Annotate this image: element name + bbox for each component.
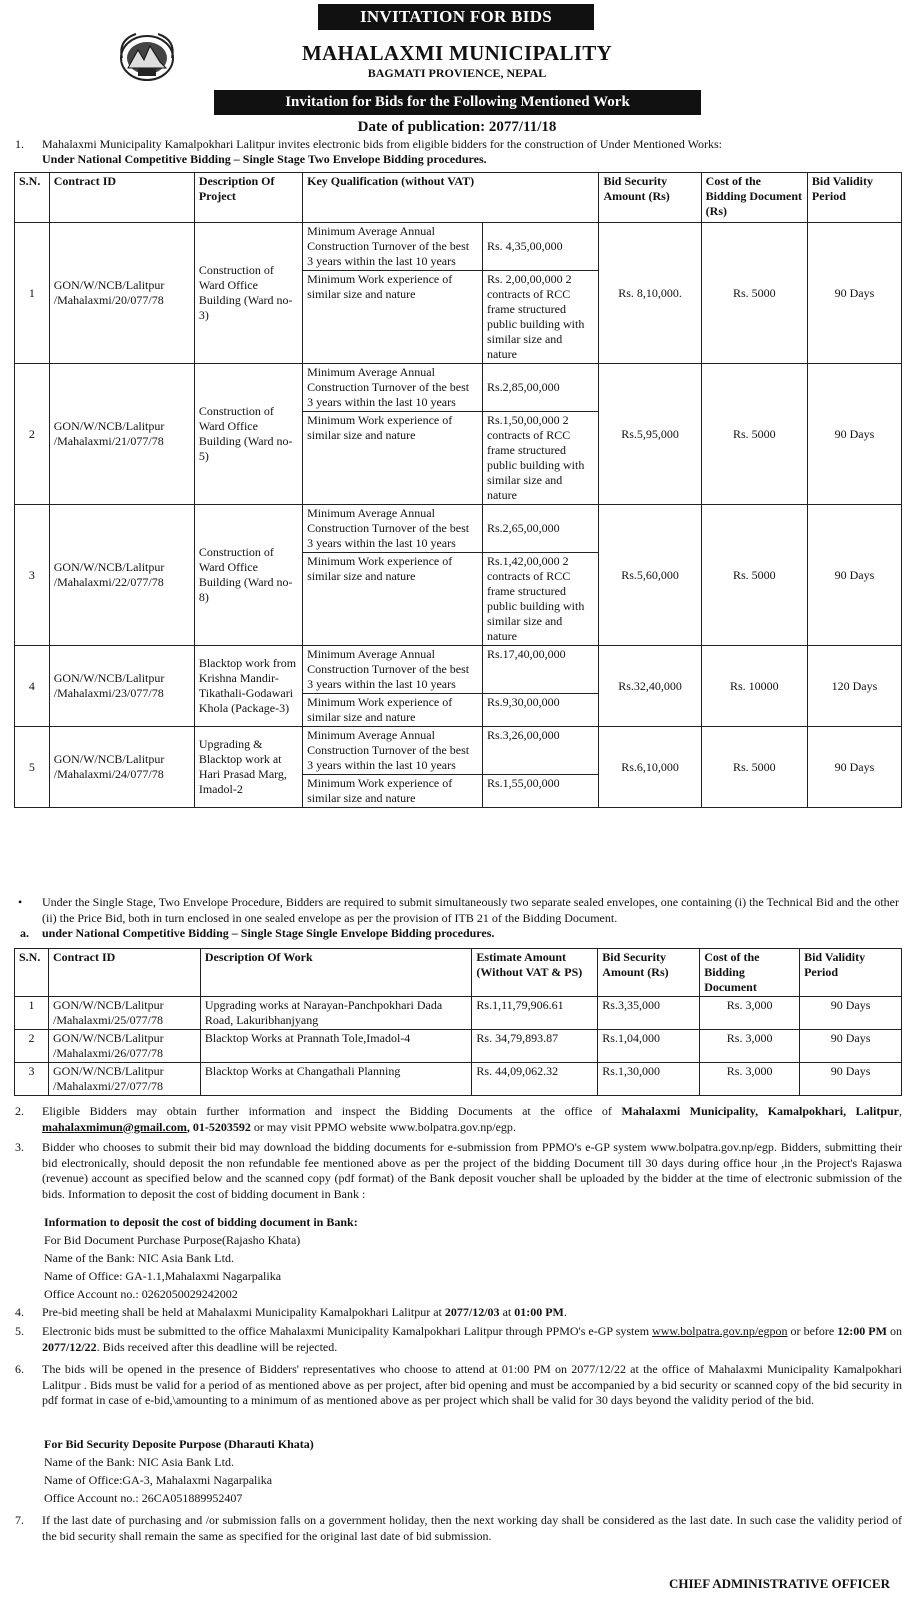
cell-bid-security: Rs.1,30,000	[598, 1063, 700, 1096]
para-2-text: Eligible Bidders may obtain further information and inspect the Bidding Documents at the office of Mahalaxmi Municipality, Kamalpokhari, Lalitpur, mahalaxmimun@gmail.com, 01-5203592 or may visit PPMO website www.bolpatra.gov.np/egp.	[42, 1104, 902, 1134]
table-row	[15, 1030, 902, 1063]
municipality-title: MAHALAXMI MUNICIPALITY	[301, 41, 613, 65]
header-validity: Bid Validity Period	[807, 173, 901, 223]
para-number: 4.	[15, 1305, 24, 1319]
section-a-title: under National Competitive Bidding – Single Stage Single Envelope Bidding procedures.	[42, 926, 495, 940]
cell-qualification-experience: Minimum Work experience of similar size and nature	[303, 694, 483, 727]
cell-cost: Rs. 5000	[701, 223, 807, 364]
para-number: 6.	[15, 1362, 24, 1376]
cell-turnover-value: Rs.3,26,00,000	[482, 727, 598, 775]
cell-bid-security: Rs.1,04,000	[598, 1030, 700, 1063]
para-5-text: Electronic bids must be submitted to the office Mahalaxmi Municipality Kamalpokhari Lalitpur through PPMO's e-GP system www.bolpatra.gov.np/egpon or before 12:00 PM on 2077/12/22. Bids received after this deadline will be rejected.	[42, 1324, 903, 1354]
cell-contract-id: GON/W/NCB/Lalitpur /Mahalaxmi/27/077/78	[48, 1063, 200, 1096]
para-number: 7.	[15, 1513, 24, 1527]
cell-validity: 90 Days	[807, 223, 901, 364]
para-3-text: Bidder who chooses to submit their bid may download the bidding documents for e-submission from PPMO's e-GP system www.bolpatra.gov.np/egp. Bidders, submitting their bid electronically, should deposit the non refundable fee mentioned above as per the project of the bidding Document till 30 days during office hour ,in the Project's Rajaswa (revenue) account as specified below and the scanned copy (pdf format) of the Bank deposit voucher shall be uploaded by the bidder at the time of electronic submission of the bids. Information to deposit the cost of bidding document in Bank :	[42, 1140, 902, 1201]
cell-qualification-turnover: Minimum Average Annual Construction Turnover of the best 3 years within the last 10 years	[303, 364, 483, 412]
cell-description: Blacktop Works at Prannath Tole,Imadol-4	[200, 1030, 472, 1063]
cell-experience-value: Rs.1,42,00,000 2 contracts of RCC frame structured public building with similar size and nature	[482, 553, 598, 646]
cell-sn: 1	[15, 223, 50, 364]
cell-sn: 1	[15, 997, 49, 1030]
header-description: Description Of Project	[194, 173, 302, 223]
cell-validity: 90 Days	[807, 727, 901, 808]
bank-info-line: Name of the Bank: NIC Asia Bank Ltd.	[44, 1251, 234, 1265]
egp-link[interactable]: www.bolpatra.gov.np/egpon	[652, 1324, 788, 1338]
bank-info-line: Name of Office:GA-3, Mahalaxmi Nagarpalika	[44, 1473, 273, 1487]
cell-turnover-value: Rs.2,85,00,000	[482, 364, 598, 412]
cell-estimate: Rs. 34,79,893.87	[472, 1030, 598, 1063]
cell-bid-security: Rs.5,95,000	[599, 364, 701, 505]
security-deposit-title: For Bid Security Deposite Purpose (Dharauti Khata)	[44, 1437, 314, 1451]
header-bid-security: Bid Security Amount (Rs)	[599, 173, 701, 223]
cell-qualification-turnover: Minimum Average Annual Construction Turnover of the best 3 years within the last 10 years	[303, 727, 483, 775]
notice-subtitle-bar: Invitation for Bids for the Following Mentioned Work	[214, 90, 701, 115]
cell-turnover-value: Rs.2,65,00,000	[482, 505, 598, 553]
cell-experience-value: Rs.9,30,00,000	[482, 694, 598, 727]
intro-procedure: Under National Competitive Bidding – Single Stage Two Envelope Bidding procedures.	[42, 152, 487, 166]
table-header-row	[15, 949, 902, 997]
intro-text: Mahalaxmi Municipality Kamalpokhari Lalitpur invites electronic bids from eligible bidders for the construction of Under Mentioned Works:	[42, 137, 722, 151]
signature-title: CHIEF ADMINISTRATIVE OFFICER	[668, 1576, 890, 1591]
cell-qualification-experience: Minimum Work experience of similar size and nature	[303, 553, 483, 646]
cell-qualification-experience: Minimum Work experience of similar size and nature	[303, 412, 483, 505]
cell-turnover-value: Rs. 4,35,00,000	[482, 223, 598, 271]
para-4-text: Pre-bid meeting shall be held at Mahalaxmi Municipality Kamalpokhari Lalitpur at 2077/12/03 at 01:00 PM.	[42, 1305, 567, 1319]
table-header-row	[15, 173, 902, 223]
bank-info-line: For Bid Document Purchase Purpose(Rajasho Khata)	[44, 1233, 301, 1247]
cell-contract-id: GON/W/NCB/Lalitpur /Mahalaxmi/26/077/78	[48, 1030, 200, 1063]
cell-validity: 90 Days	[800, 1030, 902, 1063]
cell-qualification-turnover: Minimum Average Annual Construction Turnover of the best 3 years within the last 10 years	[303, 505, 483, 553]
para-number: 1.	[15, 137, 24, 151]
invitation-banner: INVITATION FOR BIDS	[318, 4, 594, 30]
cell-validity: 90 Days	[800, 1063, 902, 1096]
header-estimate: Estimate Amount (Without VAT & PS)	[472, 949, 598, 997]
cell-cost: Rs. 3,000	[700, 997, 800, 1030]
cell-sn: 2	[15, 1030, 49, 1063]
para-number: 2.	[15, 1104, 24, 1118]
cell-turnover-value: Rs.17,40,00,000	[482, 646, 598, 694]
cell-description: Construction of Ward Office Building (Ward no-5)	[194, 364, 302, 505]
cell-cost: Rs. 3,000	[700, 1063, 800, 1096]
cell-bid-security: Rs.5,60,000	[599, 505, 701, 646]
header-contract-id: Contract ID	[48, 949, 200, 997]
cell-validity: 90 Days	[807, 364, 901, 505]
cell-bid-security: Rs.32,40,000	[599, 646, 701, 727]
cell-sn: 4	[15, 646, 50, 727]
bank-info-line: Office Account no.: 0262050029242002	[44, 1287, 238, 1301]
cell-contract-id: GON/W/NCB/Lalitpur /Mahalaxmi/22/077/78	[49, 505, 194, 646]
table-row	[15, 364, 902, 412]
publication-date: Date of publication: 2077/11/18	[357, 119, 557, 135]
cell-qualification-experience: Minimum Work experience of similar size and nature	[303, 775, 483, 808]
bank-info-line: Name of Office: GA-1.1,Mahalaxmi Nagarpalika	[44, 1269, 282, 1283]
bids-table-two-envelope	[14, 172, 902, 808]
para-6-text: The bids will be opened in the presence of Bidders' representatives who choose to attend at 01:00 PM on 2077/12/22 at the office of Mahalaxmi Municipality Kamalpokhari Lalitpur . Bids must be valid for a period of as mentioned above as per project, after bid opening and must be accompanied by a bid security or scanned copy of the bid security in pdf format in case of e-bid,\amounting to a minimum of as mentioned above as per project which shall be valid for 30 days beyond the validity period of the bid.	[42, 1362, 902, 1408]
table-row	[15, 505, 902, 553]
cell-bid-security: Rs.6,10,000	[599, 727, 701, 808]
para-number: 3.	[15, 1140, 24, 1154]
cell-description: Upgrading & Blacktop work at Hari Prasad Marg, Imadol-2	[194, 727, 302, 808]
table-row	[15, 646, 902, 694]
cell-sn: 2	[15, 364, 50, 505]
header-qualification: Key Qualification (without VAT)	[303, 173, 599, 223]
header-description: Description Of Work	[200, 949, 472, 997]
cell-validity: 120 Days	[807, 646, 901, 727]
section-a-label: a.	[20, 926, 29, 940]
cell-sn: 3	[15, 505, 50, 646]
cell-cost: Rs. 3,000	[700, 1030, 800, 1063]
header-sn: S.N.	[15, 949, 49, 997]
table-row	[15, 997, 902, 1030]
cell-sn: 3	[15, 1063, 49, 1096]
cell-description: Upgrading works at Narayan-Panchpokhari Dada Road, Lakuribhanjyang	[200, 997, 472, 1030]
cell-description: Construction of Ward Office Building (Ward no-3)	[194, 223, 302, 364]
cell-cost: Rs. 5000	[701, 364, 807, 505]
cell-sn: 5	[15, 727, 50, 808]
cell-cost: Rs. 5000	[701, 727, 807, 808]
cell-validity: 90 Days	[800, 997, 902, 1030]
cell-contract-id: GON/W/NCB/Lalitpur /Mahalaxmi/20/077/78	[49, 223, 194, 364]
cell-estimate: Rs. 44,09,062.32	[472, 1063, 598, 1096]
cell-description: Construction of Ward Office Building (Ward no-8)	[194, 505, 302, 646]
header-cost: Cost of the Bidding Document	[700, 949, 800, 997]
header-contract-id: Contract ID	[49, 173, 194, 223]
cell-cost: Rs. 10000	[701, 646, 807, 727]
cell-contract-id: GON/W/NCB/Lalitpur /Mahalaxmi/25/077/78	[48, 997, 200, 1030]
bids-table-single-envelope	[14, 948, 902, 1096]
cell-contract-id: GON/W/NCB/Lalitpur /Mahalaxmi/24/077/78	[49, 727, 194, 808]
cell-qualification-turnover: Minimum Average Annual Construction Turnover of the best 3 years within the last 10 years	[303, 223, 483, 271]
bullet-icon: •	[18, 895, 23, 909]
header-bid-security: Bid Security Amount (Rs)	[598, 949, 700, 997]
table-row	[15, 727, 902, 775]
cell-estimate: Rs.1,11,79,906.61	[472, 997, 598, 1030]
cell-qualification-turnover: Minimum Average Annual Construction Turnover of the best 3 years within the last 10 years	[303, 646, 483, 694]
bank-info-line: Office Account no.: 26CA051889952407	[44, 1491, 243, 1505]
header-cost: Cost of the Bidding Document (Rs)	[701, 173, 807, 223]
cell-bid-security: Rs. 8,10,000.	[599, 223, 701, 364]
para-number: 5.	[15, 1324, 24, 1338]
cell-qualification-experience: Minimum Work experience of similar size and nature	[303, 271, 483, 364]
para-7-text: If the last date of purchasing and /or submission falls on a government holiday, then the next working day shall be considered as the last date. In such case the validity period of the bid security shall remain the same as specified for the original last date of bid submission.	[42, 1513, 902, 1543]
table-row	[15, 1063, 902, 1096]
cell-validity: 90 Days	[807, 505, 901, 646]
cell-experience-value: Rs. 2,00,00,000 2 contracts of RCC frame structured public building with similar size and nature	[482, 271, 598, 364]
cell-description: Blacktop Works at Changathali Planning	[200, 1063, 472, 1096]
cell-contract-id: GON/W/NCB/Lalitpur /Mahalaxmi/23/077/78	[49, 646, 194, 727]
cell-experience-value: Rs.1,50,00,000 2 contracts of RCC frame structured public building with similar size and nature	[482, 412, 598, 505]
table-row	[15, 223, 902, 271]
bank-info-title: Information to deposit the cost of bidding document in Bank:	[44, 1215, 358, 1229]
email-link[interactable]: mahalaxmimun@gmail.com	[42, 1119, 187, 1134]
cell-bid-security: Rs.3,35,000	[598, 997, 700, 1030]
cell-cost: Rs. 5000	[701, 505, 807, 646]
header-validity: Bid Validity Period	[800, 949, 902, 997]
envelope-procedure-note: Under the Single Stage, Two Envelope Procedure, Bidders are required to submit simultaneously two separate sealed envelopes, one containing (i) the Technical Bid and the other (ii) the Price Bid, both in turn enclosed in one sealed envelope as per the provision of ITB 21 of the Bidding Document.	[42, 895, 899, 925]
header-sn: S.N.	[15, 173, 50, 223]
bank-info-line: Name of the Bank: NIC Asia Bank Ltd.	[44, 1455, 234, 1469]
cell-experience-value: Rs.1,55,00,000	[482, 775, 598, 808]
cell-contract-id: GON/W/NCB/Lalitpur /Mahalaxmi/21/077/78	[49, 364, 194, 505]
province-subtitle: BAGMATI PROVIENCE, NEPAL	[367, 66, 547, 80]
cell-description: Blacktop work from Krishna Mandir-Tikathali-Godawari Khola (Package-3)	[194, 646, 302, 727]
